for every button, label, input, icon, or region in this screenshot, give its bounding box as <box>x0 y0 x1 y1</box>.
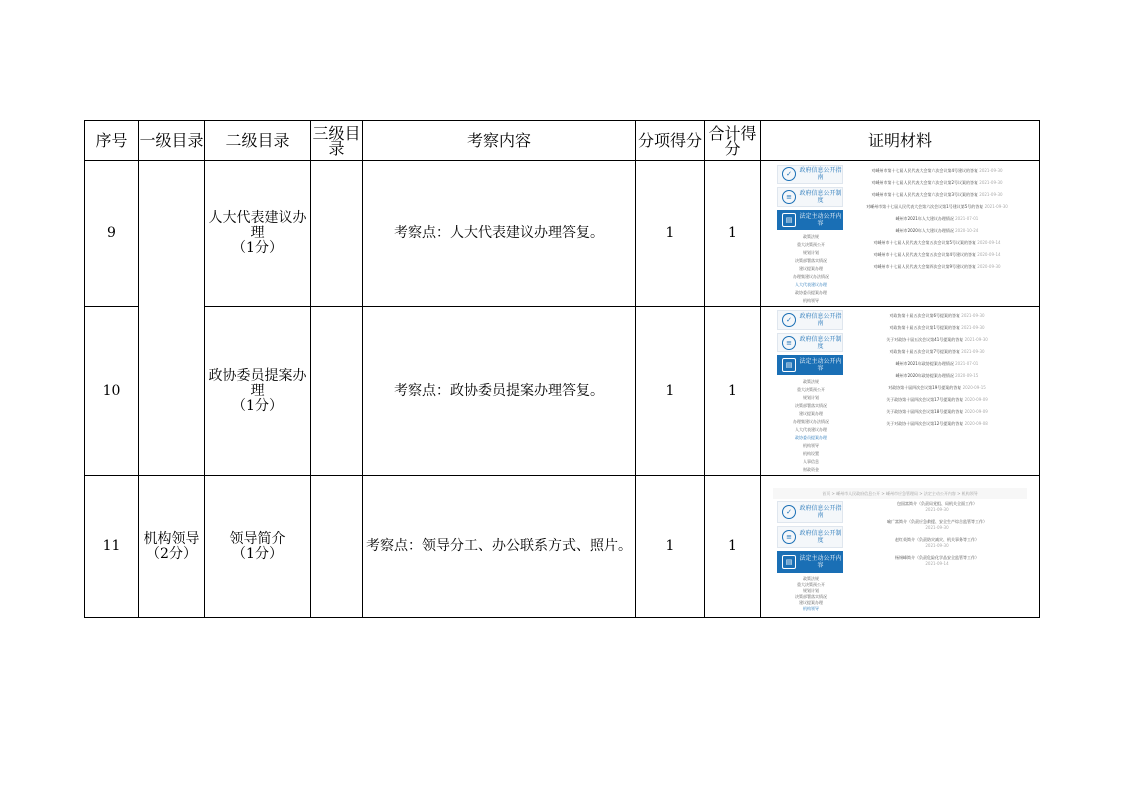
compass-icon: ✓ <box>782 505 796 519</box>
nav-content: ▤ 法定主动公开内容 <box>777 355 843 375</box>
screenshot-tree: 政策法规 重大决策预公开 规划计划 决策部署落实情况 建议提案办理 办理集建议办法情况 人大代表建议办理 政协委员提案办理 机构领导 机构设置 人事信息 财政资金 <box>793 379 829 473</box>
row-level1 <box>139 476 205 618</box>
row-evidence <box>761 307 1040 476</box>
level2-title: 人大代表建议办理 <box>208 210 307 241</box>
row-level1-empty <box>139 161 205 476</box>
nav-system: ≡ 政府信息公开制度 <box>777 526 843 548</box>
evidence-screenshot <box>773 308 1027 474</box>
list-item: 对嵊州市第十七届人民代表大会第六次会议第3号议案的答复 2021-09-30 <box>871 191 1003 197</box>
compass-icon: ✓ <box>782 313 796 327</box>
screenshot-tree: 政策法规 重大决策预公开 规划计划 决策部署落实情况 建议提案办理 办理集建议办法情况 人大代表建议办理 政协委员提案办理 机构领导 <box>793 233 829 303</box>
nav-content: ▤ 法定主动公开内容 <box>777 551 843 573</box>
list-item: 对嵊州市第十七届人民代表大会第六次会议第4号建议的答复 2021-09-30 <box>871 167 1003 173</box>
level2-score: （1分） <box>232 545 283 562</box>
list-item: 对嵊州市第十七届人民代表大会第六次会议第1号建议第5号的答复 2021-09-30 <box>866 203 1008 209</box>
header-item-score: 分项得分 <box>636 121 705 161</box>
header-evidence: 证明材料 <box>761 121 1040 161</box>
row-item-score: 1 <box>636 476 705 618</box>
book-icon: ▤ <box>782 213 796 227</box>
table-row <box>85 161 1040 307</box>
document-icon: ≡ <box>782 190 796 204</box>
list-item: 对政协第十届四次会议第19号提案的答复 2020-09-15 <box>888 385 986 390</box>
row-total-score: 1 <box>705 307 761 476</box>
level2-title: 领导简介 <box>229 530 286 547</box>
list-item: 嵊州市2021年人大建议办理情况 2021-07-01 <box>895 215 979 221</box>
row-level2 <box>205 307 311 476</box>
row-level2 <box>205 161 311 307</box>
list-item: 关于对政协十届五次会议第41号提案的答复 2021-09-30 <box>886 337 988 342</box>
nav-content: ▤ 法定主动公开内容 <box>777 210 843 230</box>
list-item: 关于对政协十届四次会议第12号提案的答复 2020-09-08 <box>886 421 988 426</box>
list-item: 对嵊州市第十七届人民代表大会第六次会议第2号议案的答复 2021-09-30 <box>871 179 1003 185</box>
row-content: 考察点：政协委员提案办理答复。 <box>363 307 636 476</box>
table-row <box>85 476 1040 618</box>
screenshot-list <box>843 499 1027 612</box>
list-item: 对嵊州市十七届人民代表大会第四次会议第9号建议的答复 2020-09-30 <box>873 263 1001 269</box>
header-seq: 序号 <box>85 121 139 161</box>
row-total-score: 1 <box>705 161 761 307</box>
screenshot-breadcrumb: 首页 > 嵊州市人民政府信息公开 > 嵊州市应急管理局 > 法定主动公开内容 > 机构领导 <box>822 490 978 496</box>
evidence-screenshot <box>773 163 1027 305</box>
screenshot-list <box>843 163 1027 305</box>
header-total-score: 合计得分 <box>705 121 761 161</box>
row-item-score: 1 <box>636 307 705 476</box>
book-icon: ▤ <box>782 358 796 372</box>
list-item: 对政协第十届五次会议第1号提案的答复 2021-09-30 <box>889 325 985 330</box>
list-item: 关于政协第十届四次会议第17号提案的答复 2020-09-09 <box>886 397 988 402</box>
level1-score: （2分） <box>146 545 197 562</box>
list-item: 杨锡峰简介（负责危险化学品安全监管等工作） 2021-09-14 <box>895 554 979 566</box>
list-item: 对政协第十届五次会议第6号提案的答复 2021-09-30 <box>889 313 985 318</box>
list-item: 对嵊州市十七届人民代表大会第五次会议第5号议案的答复 2020-09-14 <box>873 239 1001 245</box>
evidence-screenshot <box>773 488 1027 611</box>
row-total-score: 1 <box>705 476 761 618</box>
screenshot-sidebar <box>773 308 843 474</box>
book-icon: ▤ <box>782 555 796 569</box>
header-content: 考察内容 <box>363 121 636 161</box>
row-seq: 11 <box>85 476 139 618</box>
list-item: 对政协第十届五次会议第7号提案的答复 2021-09-30 <box>889 349 985 354</box>
level1-title: 机构领导 <box>143 530 200 547</box>
row-evidence <box>761 476 1040 618</box>
nav-guide: ✓ 政府信息公开指南 <box>777 501 843 523</box>
row-content: 考察点：人大代表建议办理答复。 <box>363 161 636 307</box>
compass-icon: ✓ <box>782 167 796 181</box>
level2-score: （1分） <box>232 240 283 256</box>
row-content: 考察点：领导分工、办公联系方式、照片。 <box>363 476 636 618</box>
header-level1: 一级目录 <box>139 121 205 161</box>
screenshot-sidebar <box>773 163 843 305</box>
table-row <box>85 307 1040 476</box>
list-item: 对嵊州市十七届人民代表大会第五次会议第4号建议的答复 2020-09-14 <box>873 251 1001 257</box>
screenshot-tree: 政策法规 重大决策预公开 规划计划 决策部署落实情况 建议提案办理 机构领导 <box>795 575 827 611</box>
row-seq: 9 <box>85 161 139 307</box>
nav-guide: ✓ 政府信息公开指南 <box>777 165 843 185</box>
nav-guide: ✓ 政府信息公开指南 <box>777 310 843 330</box>
row-level2 <box>205 476 311 618</box>
document-icon: ≡ <box>782 336 796 350</box>
list-item: 关于政协第十届四次会议第18号提案的答复 2020-09-09 <box>886 409 988 414</box>
row-seq: 10 <box>85 307 139 476</box>
level2-score: （1分） <box>232 397 283 414</box>
document-icon: ≡ <box>782 530 796 544</box>
header-level2: 二级目录 <box>205 121 311 161</box>
evaluation-table <box>84 120 1040 618</box>
header-level3: 三级目录 <box>311 121 363 161</box>
list-item: 喻广富简介（负责应急救援、安全生产综合监管等工作） 2021-09-30 <box>887 518 987 530</box>
row-evidence <box>761 161 1040 307</box>
list-item: 嵊州市2021年政协提案办理情况 2021-07-01 <box>895 361 979 366</box>
list-item: 包国富简介（负责局党组、局机关全面工作） 2021-09-30 <box>897 500 977 512</box>
nav-system: ≡ 政府信息公开制度 <box>777 187 843 207</box>
list-item: 嵊州市2020年政协提案办理情况 2020-09-15 <box>895 373 979 378</box>
level2-title: 政协委员提案办理 <box>208 367 307 399</box>
list-item: 赵红英简介（负责防灾减灾、机关事务等工作） 2021-09-30 <box>895 536 979 548</box>
screenshot-sidebar <box>773 499 843 612</box>
row-level3-empty <box>311 307 363 476</box>
row-item-score: 1 <box>636 161 705 307</box>
row-level3-empty <box>311 476 363 618</box>
nav-system: ≡ 政府信息公开制度 <box>777 333 843 353</box>
screenshot-list <box>843 308 1027 474</box>
header-row <box>85 121 1040 161</box>
row-level3-empty <box>311 161 363 307</box>
list-item: 嵊州市2020年人大建议办理情况 2020-10-24 <box>895 227 979 233</box>
